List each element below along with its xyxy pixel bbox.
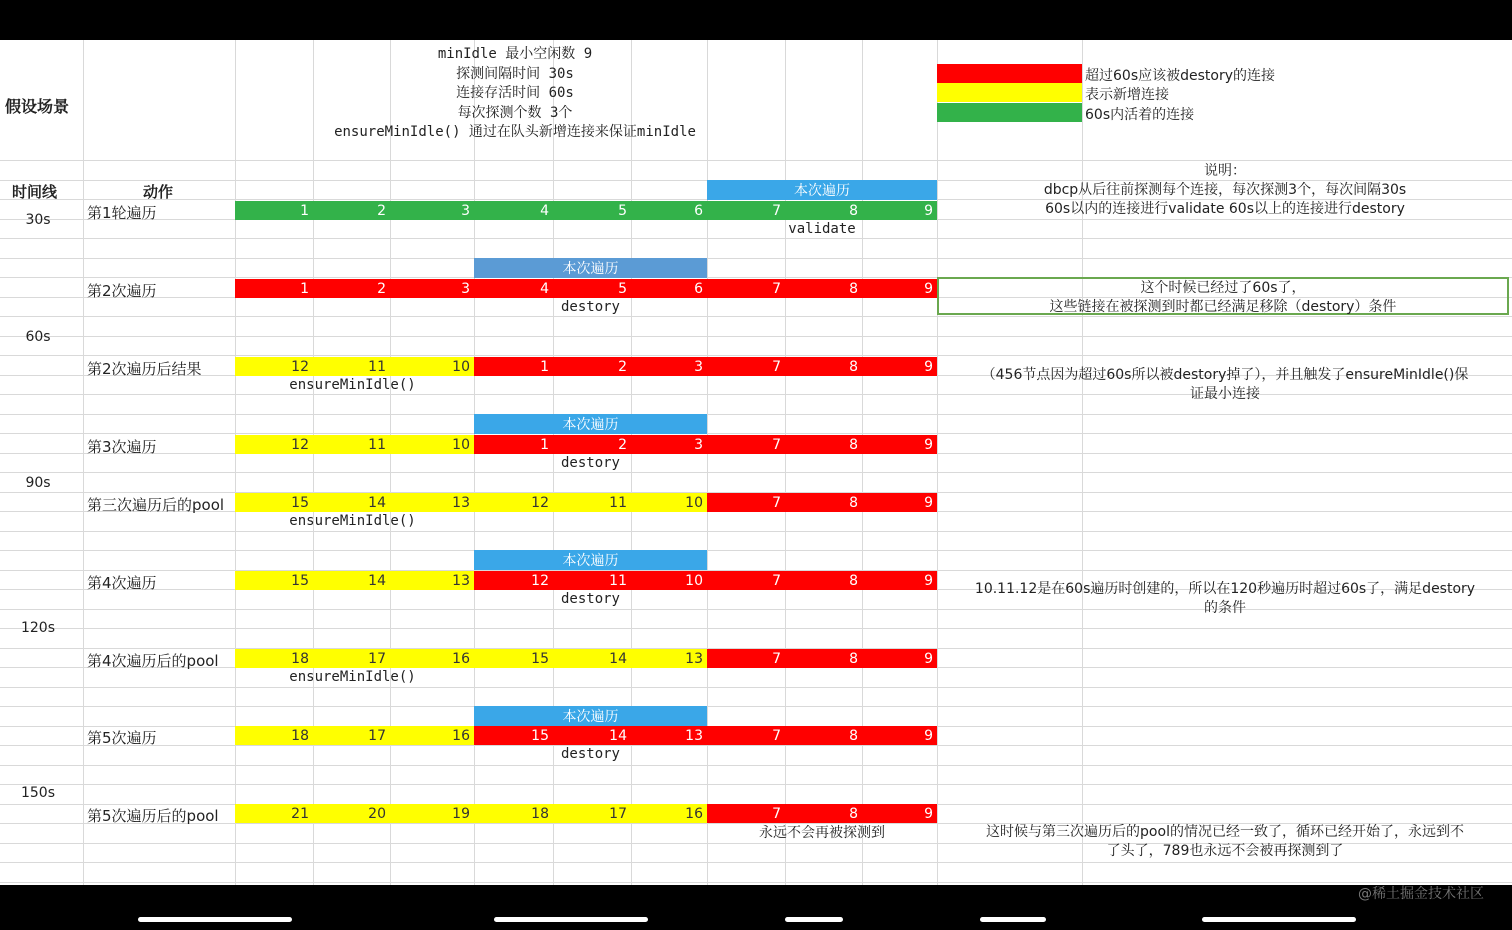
note-60s-result-line2: 证最小连接 [1190,386,1260,402]
note-120s-line1: 10.11.12是在60s遍历时创建的，所以在120秒遍历时超过60s了，满足destory [974,581,1476,597]
time-60s: 60s [25,329,51,345]
row-annotation: ensureMinIdle() [289,669,416,685]
connection-cell: 8 [785,726,862,745]
navigation-bar [0,885,1512,930]
row-annotation: 永远不会再被探测到 [759,825,885,841]
connection-cell: 18 [474,804,553,823]
connection-cell: 10 [631,493,707,512]
connection-cell: 6 [631,201,707,220]
connection-cell: 18 [235,649,313,668]
note-150s [940,823,1510,861]
nav-handle-1[interactable] [138,917,292,922]
grid-hline [0,706,1512,707]
note-120s [940,580,1510,618]
connection-cell: 13 [631,649,707,668]
note-150s-line2: 了头了，789也永远不会被再探测到了 [1106,843,1344,859]
note-150s-line1: 这时候与第三次遍历后的pool的情况已经一致了，循环已经开始了，永远到不 [986,824,1464,840]
connection-cell: 11 [553,571,631,590]
legend-swatch-red [937,64,1082,83]
connection-cell: 9 [862,571,937,590]
connection-cell: 9 [862,804,937,823]
connection-cell: 2 [313,279,390,298]
row-annotation: destory [560,746,620,762]
row-action-label: 第2次遍历后结果 [87,360,202,378]
connection-cell: 14 [553,649,631,668]
grid-hline [0,687,1512,688]
note-60s-expired [937,277,1509,315]
legend-label-red: 超过60s应该被destory的连接 [1085,68,1275,84]
connection-cell: 21 [235,804,313,823]
time-120s: 120s [20,620,55,636]
connection-cell: 1 [235,201,313,220]
watermark: @稀土掘金技术社区 [1358,886,1484,902]
connection-cell: 3 [390,279,474,298]
grid-hline [0,765,1512,766]
row-annotation: ensureMinIdle() [289,377,416,393]
connection-cell: 8 [785,493,862,512]
grid-vline [313,40,314,885]
connection-cell: 15 [235,571,313,590]
connection-cell: 10 [631,571,707,590]
row-action-label: 第1轮遍历 [87,204,157,222]
connection-cell: 7 [707,649,785,668]
connection-cell: 5 [553,279,631,298]
connection-cell: 9 [862,279,937,298]
connection-cell: 11 [313,435,390,454]
grid-vline [862,40,863,885]
connection-cell: 19 [390,804,474,823]
note-60s-expired-line2: 这些链接在被探测到时都已经满足移除（destory）条件 [1049,299,1397,315]
explanation-title: 说明： [1204,163,1246,179]
connection-cell: 16 [390,726,474,745]
param-ensure: ensureMinIdle() 通过在队头新增连接来保证minIdle [334,124,696,140]
legend-swatch-yellow [937,83,1082,102]
grid-hline [0,531,1512,532]
connection-cell: 9 [862,726,937,745]
connection-cell: 11 [313,357,390,376]
legend-label-green: 60s内活着的连接 [1085,107,1195,123]
row-action-label: 第2次遍历 [87,282,157,300]
row-action-label: 第三次遍历后的pool [87,496,225,514]
connection-cell: 17 [313,726,390,745]
connection-cell: 11 [553,493,631,512]
row-action-label: 第4次遍历后的pool [87,652,219,670]
traversal-marker-3: 本次遍历 [474,414,707,434]
connection-cell: 1 [474,357,553,376]
note-60s-expired-line1: 这个时候已经过了60s了， [1140,280,1306,296]
grid-hline [0,414,1512,415]
connection-cell: 20 [313,804,390,823]
connection-cell: 14 [313,571,390,590]
explanation-note [940,162,1510,219]
param-per-probe: 每次探测个数 3个 [457,104,573,121]
grid-vline [707,40,708,885]
connection-cell: 12 [474,493,553,512]
grid-hline [0,882,1512,883]
spreadsheet [0,40,1512,885]
connection-cell: 8 [785,357,862,376]
nav-handle-2[interactable] [494,917,648,922]
connection-cell: 16 [631,804,707,823]
connection-cell: 6 [631,279,707,298]
connection-cell: 8 [785,804,862,823]
connection-cell: 12 [474,571,553,590]
grid-hline [0,784,1512,785]
param-min-idle: minIdle 最小空闲数 9 [437,46,593,62]
nav-handle-3[interactable] [785,917,843,922]
time-90s: 90s [25,475,51,491]
note-60s-result [940,366,1510,404]
connection-cell: 12 [235,435,313,454]
connection-cell: 7 [707,357,785,376]
time-30s: 30s [25,212,51,228]
legend-swatch-green [937,103,1082,122]
connection-cell: 13 [631,726,707,745]
connection-cell: 8 [785,279,862,298]
traversal-marker-4: 本次遍历 [474,550,707,570]
note-120s-line2: 的条件 [1204,600,1246,616]
connection-cell: 15 [474,649,553,668]
connection-cell: 1 [474,435,553,454]
grid-hline [0,550,1512,551]
connection-cell: 7 [707,435,785,454]
connection-cell: 17 [553,804,631,823]
connection-cell: 10 [390,435,474,454]
time-150s: 150s [20,785,55,801]
grid-hline [0,355,1512,356]
connection-cell: 3 [390,201,474,220]
param-lifetime: 连接存活时间 60s [456,85,574,101]
grid-hline [0,336,1512,337]
connection-cell: 8 [785,201,862,220]
grid-hline [0,258,1512,259]
connection-cell: 4 [474,279,553,298]
col-header-action: 动作 [143,183,174,201]
legend-label-yellow: 表示新增连接 [1085,87,1169,103]
grid-hline [0,862,1512,863]
grid-hline [0,472,1512,473]
row-annotation: destory [560,299,620,315]
grid-hline [0,745,1512,746]
row-action-label: 第4次遍历 [87,574,157,592]
nav-handle-4[interactable] [980,917,1046,922]
explanation-line1: dbcp从后往前探测每个连接，每次探测3个，每次间隔30s [1043,182,1407,198]
grid-hline [0,238,1512,239]
grid-vline [390,40,391,885]
connection-cell: 10 [390,357,474,376]
param-interval: 探测间隔时间 30s [456,65,574,82]
connection-cell: 2 [553,357,631,376]
connection-cell: 2 [313,201,390,220]
scenario-label: 假设场景 [5,97,70,116]
scenario-params [300,45,730,143]
connection-cell: 7 [707,201,785,220]
grid-vline [937,40,938,885]
connection-cell: 2 [553,435,631,454]
connection-cell: 16 [390,649,474,668]
connection-cell: 13 [390,571,474,590]
connection-cell: 3 [631,357,707,376]
row-action-label: 第5次遍历 [87,729,157,747]
grid-hline [0,628,1512,629]
grid-vline [83,40,84,885]
row-annotation: destory [560,455,620,471]
row-action-label: 第3次遍历 [87,438,157,456]
connection-cell: 7 [707,279,785,298]
connection-cell: 3 [631,435,707,454]
traversal-marker-1: 本次遍历 [707,180,937,200]
grid-hline [0,433,1512,434]
connection-cell: 14 [313,493,390,512]
row-annotation: ensureMinIdle() [289,513,416,529]
col-header-time: 时间线 [12,183,58,201]
connection-cell: 4 [474,201,553,220]
connection-cell: 9 [862,357,937,376]
connection-cell: 8 [785,571,862,590]
nav-handle-5[interactable] [1202,917,1356,922]
connection-cell: 15 [235,493,313,512]
row-annotation: validate [788,221,856,237]
connection-cell: 18 [235,726,313,745]
connection-cell: 7 [707,804,785,823]
explanation-line2: 60s以内的连接进行validate 60s以上的连接进行destory [1045,201,1405,217]
connection-cell: 1 [235,279,313,298]
connection-cell: 7 [707,493,785,512]
connection-cell: 8 [785,649,862,668]
connection-cell: 8 [785,435,862,454]
connection-cell: 7 [707,571,785,590]
grid-hline [0,160,1512,161]
connection-cell: 9 [862,201,937,220]
grid-vline [785,40,786,885]
connection-cell: 14 [553,726,631,745]
note-60s-result-line1: （456节点因为超过60s所以被destory掉了），并且触发了ensureMinIdle()保 [981,367,1469,383]
connection-cell: 5 [553,201,631,220]
grid-vline [235,40,236,885]
connection-cell: 15 [474,726,553,745]
connection-cell: 13 [390,493,474,512]
connection-cell: 12 [235,357,313,376]
connection-cell: 9 [862,493,937,512]
connection-cell: 9 [862,649,937,668]
connection-cell: 9 [862,435,937,454]
connection-cell: 17 [313,649,390,668]
traversal-marker-2: 本次遍历 [474,258,707,278]
row-annotation: destory [560,591,620,607]
connection-cell: 7 [707,726,785,745]
traversal-marker-5: 本次遍历 [474,706,707,726]
row-action-label: 第5次遍历后的pool [87,807,219,825]
